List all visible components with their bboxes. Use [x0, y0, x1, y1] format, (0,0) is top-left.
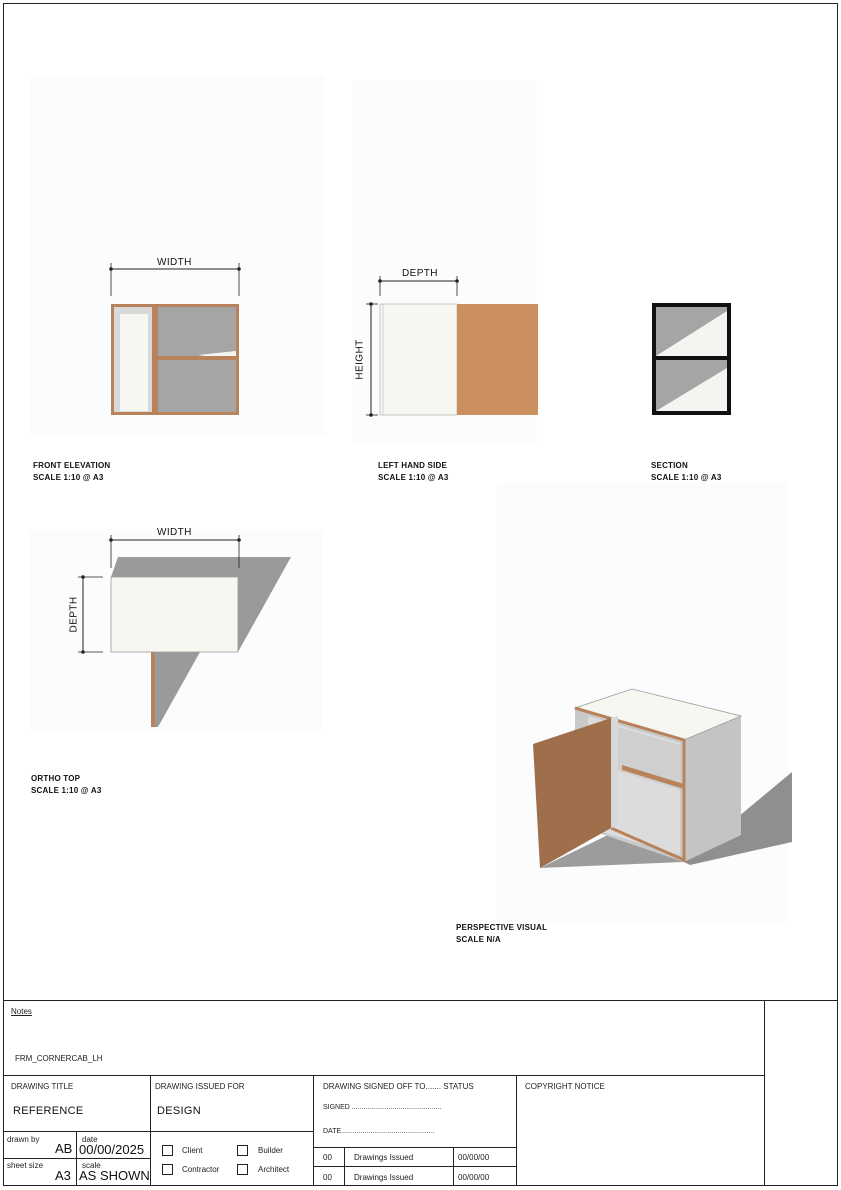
section-caption	[651, 460, 722, 484]
tb-meta-col	[76, 1131, 77, 1186]
date-line-label: DATE................................................	[323, 1128, 435, 1135]
architect-checkbox[interactable]	[237, 1164, 248, 1175]
contractor-checkbox[interactable]	[162, 1164, 173, 1175]
date-label: date	[82, 1135, 98, 1144]
notes-label: Notes	[11, 1007, 32, 1016]
drawn-by-value: AB	[55, 1141, 73, 1156]
ortho-top-caption	[31, 773, 102, 797]
lhs-caption	[378, 460, 449, 484]
perspective-scale: SCALE N/A	[456, 935, 501, 944]
issue-row-1-rev: 00	[323, 1153, 332, 1162]
client-checkbox[interactable]	[162, 1145, 173, 1156]
issue-row-2-rev: 00	[323, 1173, 332, 1182]
sheet-size-label: sheet size	[7, 1161, 44, 1170]
date-value: 00/00/2025	[79, 1142, 145, 1157]
front-elevation-title: FRONT ELEVATION	[33, 461, 111, 470]
ortho-top-title: ORTHO TOP	[31, 774, 81, 783]
front-elevation-bg	[30, 75, 325, 435]
sheet-size-value: A3	[55, 1168, 71, 1183]
ortho-top-scale: SCALE 1:10 @ A3	[31, 786, 102, 795]
notes-text: FRM_CORNERCAB_LH	[15, 1054, 103, 1063]
front-elevation-scale: SCALE 1:10 @ A3	[33, 473, 104, 482]
tb-title-row-line	[3, 1131, 313, 1132]
lhs-scale: SCALE 1:10 @ A3	[378, 473, 449, 482]
tb-top-line	[3, 1000, 838, 1001]
section-title: SECTION	[651, 461, 688, 470]
tb-issue-col2	[453, 1147, 454, 1186]
issue-row-1-date: 00/00/00	[458, 1153, 490, 1162]
drawing-title-label: DRAWING TITLE	[11, 1082, 74, 1091]
issued-for-label: DRAWING ISSUED FOR	[155, 1082, 245, 1091]
front-width-label: WIDTH	[157, 257, 192, 268]
drawn-by-label: drawn by	[7, 1135, 40, 1144]
signed-label: SIGNED ..............................................	[323, 1104, 442, 1111]
tb-issue-col1	[344, 1147, 345, 1186]
perspective-bg	[497, 482, 789, 922]
tb-notes-bottom	[3, 1075, 764, 1076]
issued-for-value: DESIGN	[157, 1105, 201, 1117]
architect-label: Architect	[258, 1165, 290, 1174]
section-scale: SCALE 1:10 @ A3	[651, 473, 722, 482]
ortho-width-label: WIDTH	[157, 527, 192, 538]
ortho-depth-label: DEPTH	[68, 596, 80, 633]
scale-label: scale	[82, 1161, 101, 1170]
lhs-depth-label: DEPTH	[402, 268, 438, 279]
perspective-caption	[456, 922, 547, 946]
perspective-title: PERSPECTIVE VISUAL	[456, 923, 548, 932]
contractor-label: Contractor	[182, 1165, 220, 1174]
tb-col2	[313, 1075, 314, 1186]
lhs-height-label: HEIGHT	[354, 339, 366, 380]
left-side-bg	[352, 80, 537, 445]
drawing-title-value: REFERENCE	[13, 1105, 84, 1117]
client-label: Client	[182, 1146, 203, 1155]
tb-col3	[516, 1075, 517, 1186]
front-elevation-caption	[33, 460, 110, 484]
signed-off-label: DRAWING SIGNED OFF TO....... STATUS	[323, 1082, 474, 1091]
builder-label: Builder	[258, 1146, 283, 1155]
tb-right-divider	[764, 1000, 765, 1186]
copyright-label: COPYRIGHT NOTICE	[525, 1082, 605, 1091]
issue-row-1-desc: Drawings Issued	[354, 1153, 414, 1162]
lhs-title: LEFT HAND SIDE	[378, 461, 448, 470]
issue-row-2-desc: Drawings Issued	[354, 1173, 414, 1182]
builder-checkbox[interactable]	[237, 1145, 248, 1156]
issue-row-2-date: 00/00/00	[458, 1173, 490, 1182]
scale-value: AS SHOWN	[79, 1168, 150, 1183]
